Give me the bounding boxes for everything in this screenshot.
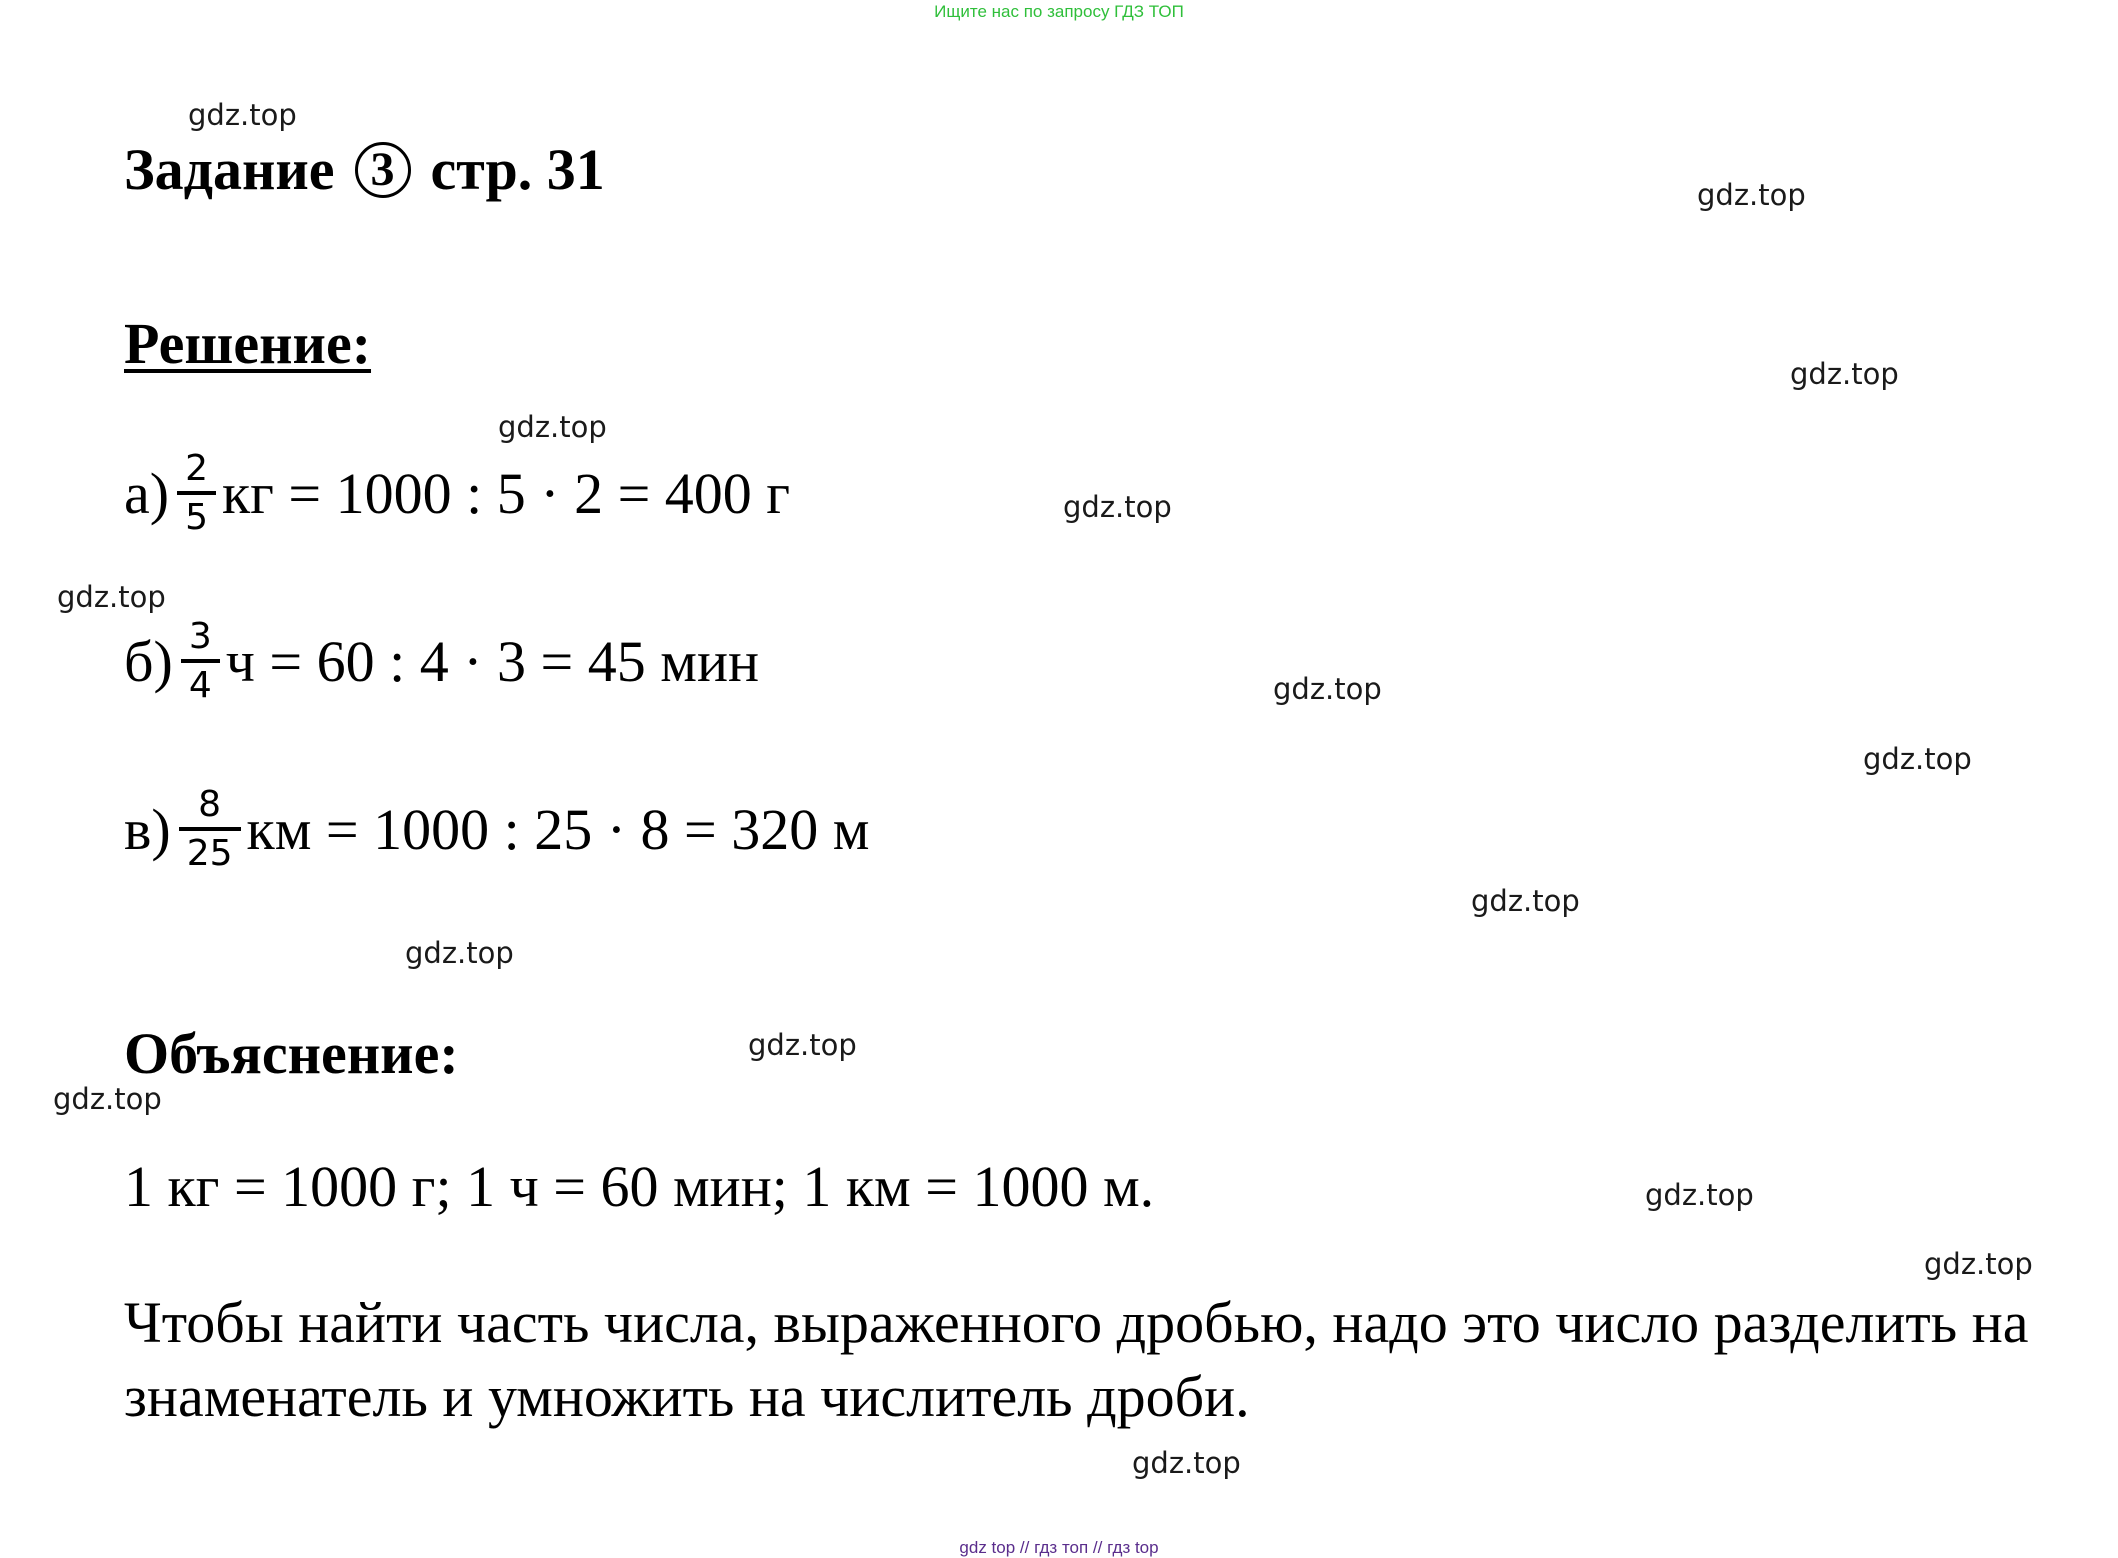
- fraction-bar: [181, 659, 220, 663]
- fraction-bar: [179, 827, 241, 831]
- solution-expression: ч = 60 : 4 · 3 = 45 мин: [225, 628, 760, 694]
- solution-line-a: [124, 448, 790, 539]
- fraction: [185, 616, 216, 707]
- solution-label: в): [124, 796, 171, 862]
- explanation-rule-line-1: Чтобы найти часть числа, выраженного дробью, надо это число разделить на: [124, 1290, 2029, 1355]
- top-search-hint-link[interactable]: Ищите нас по запросу ГДЗ ТОП: [934, 2, 1184, 21]
- task-title: [124, 136, 605, 203]
- explanation-rule-line-2: знаменатель и умножить на числитель дроби.: [124, 1364, 1250, 1429]
- fraction-numerator: 8: [198, 784, 222, 825]
- watermark: gdz.top: [405, 936, 514, 970]
- solution-heading: Решение:: [124, 311, 372, 376]
- watermark: gdz.top: [57, 580, 166, 614]
- solution-expression: км = 1000 : 25 · 8 = 320 м: [246, 796, 870, 862]
- watermark: gdz.top: [1863, 742, 1972, 776]
- explanation-heading: Объяснение:: [124, 1021, 459, 1086]
- fraction: [183, 784, 237, 875]
- watermark: gdz.top: [1697, 178, 1806, 212]
- watermark: gdz.top: [188, 98, 297, 132]
- watermark: gdz.top: [1645, 1178, 1754, 1212]
- fraction-denominator: 25: [186, 833, 233, 875]
- watermark: gdz.top: [1273, 672, 1382, 706]
- watermark: gdz.top: [1132, 1446, 1241, 1480]
- watermark: gdz.top: [748, 1028, 857, 1062]
- watermark: gdz.top: [498, 410, 607, 444]
- fraction: [181, 448, 212, 539]
- fraction-numerator: 3: [188, 616, 212, 657]
- explanation-units: 1 кг = 1000 г; 1 ч = 60 мин; 1 км = 1000 м.: [124, 1154, 1155, 1219]
- task-title-suffix: стр. 31: [430, 137, 605, 202]
- solution-label: б): [124, 628, 173, 694]
- task-title-prefix: Задание: [124, 137, 335, 202]
- watermark: gdz.top: [1471, 884, 1580, 918]
- solution-label: а): [124, 460, 170, 526]
- solution-line-b: [124, 616, 759, 707]
- task-number-badge: 3: [355, 142, 411, 198]
- fraction-denominator: 5: [185, 497, 208, 539]
- watermark: gdz.top: [1063, 490, 1172, 524]
- solution-line-c: [124, 784, 869, 875]
- watermark: gdz.top: [53, 1082, 162, 1116]
- fraction-denominator: 4: [188, 665, 212, 707]
- fraction-numerator: 2: [185, 448, 208, 489]
- bottom-links[interactable]: gdz top // гдз топ // гдз top: [959, 1538, 1159, 1557]
- fraction-bar: [177, 491, 216, 495]
- solution-expression: кг = 1000 : 5 · 2 = 400 г: [221, 460, 791, 526]
- watermark: gdz.top: [1924, 1247, 2033, 1281]
- watermark: gdz.top: [1790, 357, 1899, 391]
